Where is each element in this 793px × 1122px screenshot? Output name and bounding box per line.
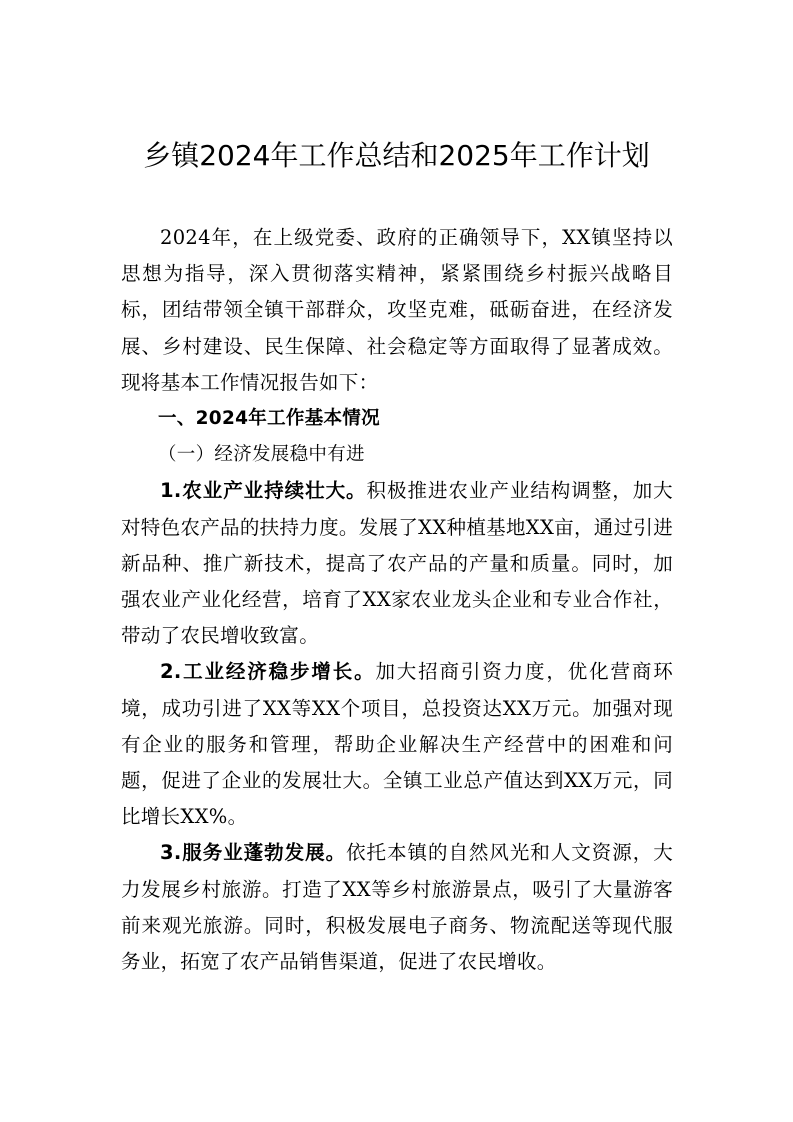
item-text-3: 依托本镇的自然风光和人文资源，大力发展乡村旅游。打造了XX等乡村旅游景点，吸引了大量游客前来观光旅游。同时，积极发展电子商务、物流配送等现代服务业，拓宽了农产品销售渠道，促进了农民增收。 — [121, 841, 673, 974]
document-title: 乡镇2024年工作总结和2025年工作计划 — [143, 139, 650, 172]
item-lead-3: 3.服务业蓬勃发展。 — [160, 841, 347, 865]
item-paragraph-3 — [121, 835, 673, 980]
item-paragraph-2 — [121, 654, 673, 835]
item-text-1: 积极推进农业产业结构调整，加大对特色农产品的扶持力度。发展了XX种植基地XX亩，通过引进新品种、推广新技术，提高了农产品的产量和质量。同时，加强农业产业化经营，培育了XX家农业龙头企业和专业合作社，带动了农民增收致富。 — [121, 479, 673, 648]
item-lead-2: 2.工业经济稳步增长。 — [160, 660, 376, 684]
item-paragraph-1 — [121, 473, 673, 654]
item-lead-1: 1.农业产业持续壮大。 — [160, 479, 367, 503]
item-text-2: 加大招商引资力度，优化营商环境，成功引进了XX等XX个项目，总投资达XX万元。加强对现有企业的服务和管理，帮助企业解决生产经营中的困难和问题，促进了企业的发展壮大。全镇工业总产值达到XX万元，同比增长XX%。 — [121, 660, 673, 829]
document-body — [121, 220, 673, 980]
intro-paragraph: 2024年，在上级党委、政府的正确领导下，XX镇坚持以思想为指导，深入贯彻落实精神，紧紧围绕乡村振兴战略目标，团结带领全镇干部群众，攻坚克难，砥砺奋进，在经济发展、乡村建设、民生保障、社会稳定等方面取得了显著成效。现将基本工作情况报告如下： — [121, 226, 673, 394]
section-heading: 一、2024年工作基本情况 — [158, 408, 380, 430]
subsection-heading: （一）经济发展稳中有进 — [158, 444, 365, 466]
